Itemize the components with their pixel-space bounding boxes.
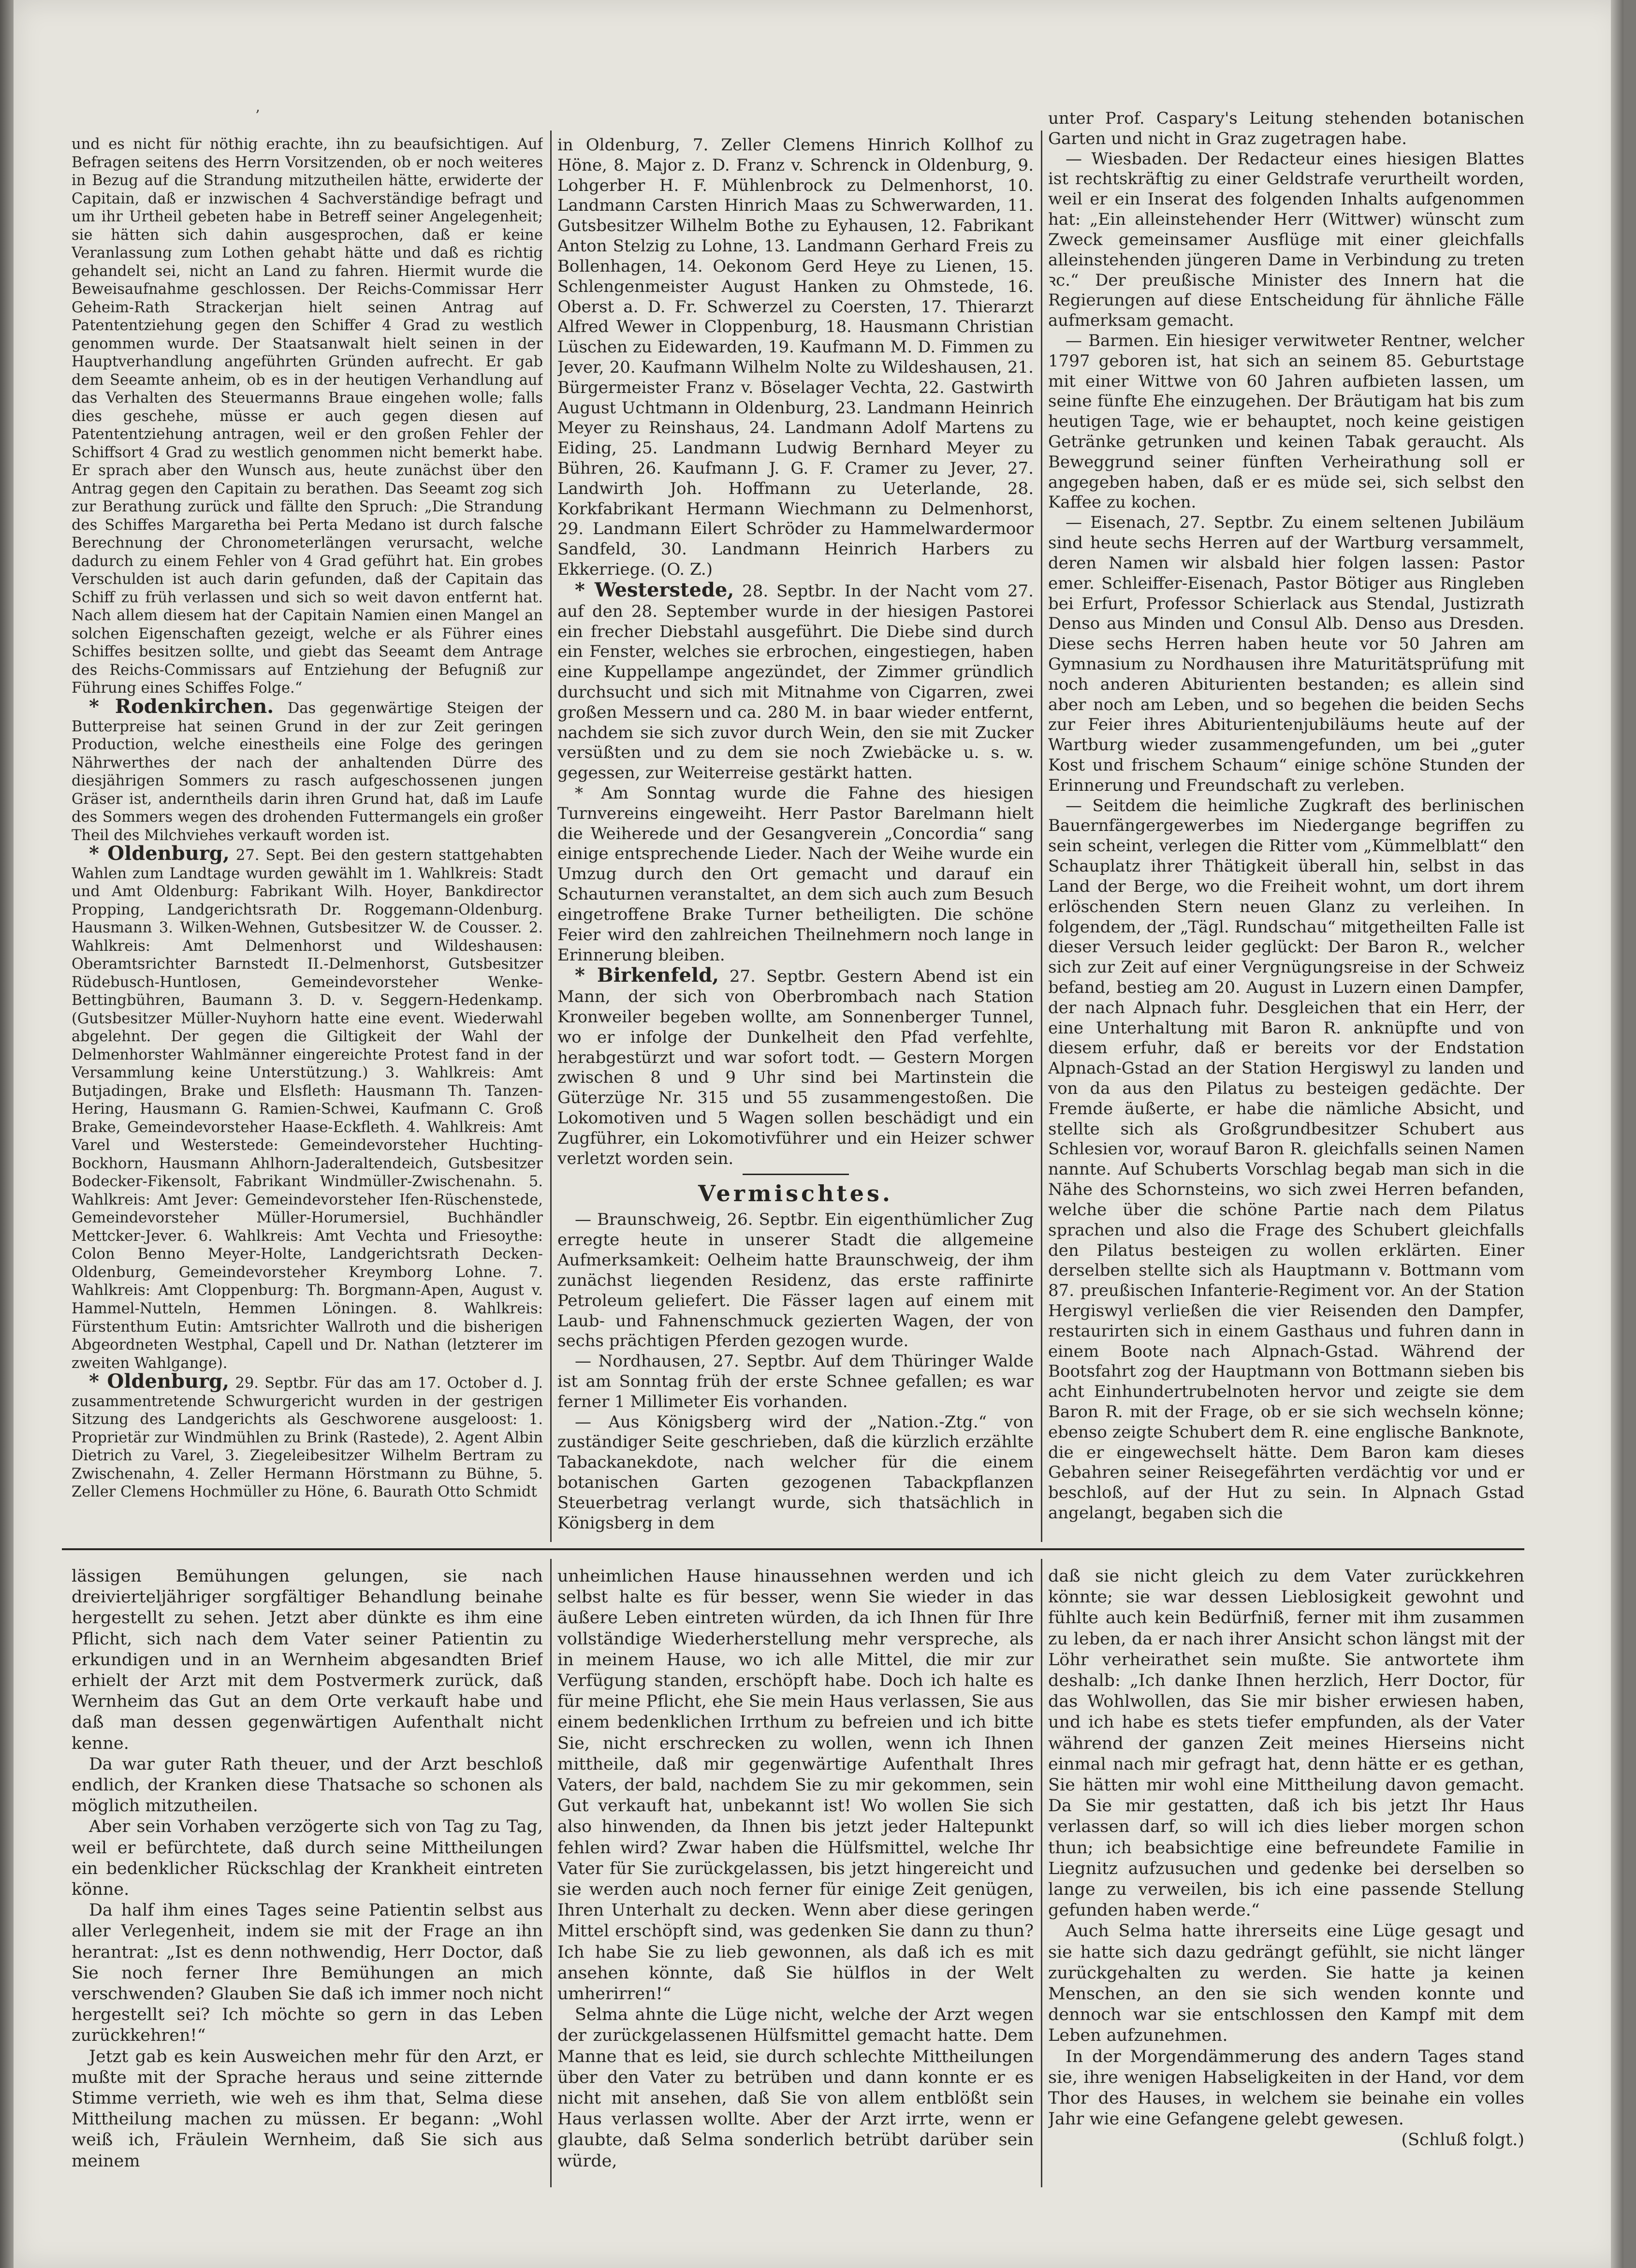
paragraph-text: Aber sein Vorhaben verzögerte sich von Tag zu Tag, weil er befürchtete, daß durch seine Mittheilungen ein bedenklicher Rückschlag der Krankheit eintreten könne. bbox=[72, 1817, 543, 1900]
article-paragraph bbox=[72, 1754, 543, 1817]
paragraph-text: — Aus Königsberg wird der „Nation.-Ztg.“ von zuständiger Seite geschrieben, daß die kürzlich erzählte Tabackanekdote, nach welcher für die einem botanischen Garten gezogenen Tabackpflanzen Steuerbetrag verlangt wurde, sich thatsächlich in Königsberg in dem bbox=[557, 1412, 1034, 1533]
lower-column-2 bbox=[557, 1566, 1034, 2185]
dateline-place: * Westerstede, bbox=[575, 578, 734, 601]
article-paragraph bbox=[1048, 109, 1524, 149]
lower-column-3 bbox=[1048, 1566, 1524, 2185]
dateline-place: * Oldenburg, bbox=[89, 1370, 230, 1393]
section-rule bbox=[743, 1174, 849, 1175]
paragraph-text: unheimlichen Hause hinaussehnen werden und ich selbst halte es für besser, wenn Sie wieder in das äußere Leben eintreten würden, da ich Ihnen für Ihre vollständige Wiederherstellung mehr verspreche, als in meinem Hause, wo ich alle Mittel, die mir zur Verfügung standen, erschöpft habe. Doch ich halte es für meine Pflicht, ehe Sie mein Haus verlassen, Sie aus einem bedenklichen Irrthum zu befreien und ich bitte Sie, nicht erschrecken zu wollen, wenn ich Ihnen mittheile, daß mir gegenwärtige Aufenthalt Ihres Vaters, der bald, nachdem Sie zu mir gekommen, sein Gut verkauft hat, unbekannt ist! Wo wollen Sie sich also hinwenden, da Ihnen bis jetzt jeder Haltepunkt fehlen wird? Zwar haben die Hülfsmittel, welche Ihr Vater für Sie zurückgelassen, bis jetzt hingereicht und sie werden auch noch ferner für einige Zeit genügen, Ihren Unterhalt zu decken. Wenn aber diese geringen Mittel erschöpft sind, was gedenken Sie dann zu thun? Ich habe Sie zu lieb gewonnen, als daß ich es mit ansehen könnte, daß Sie hülflos in der Welt umherirren!“ bbox=[557, 1567, 1034, 2004]
article-paragraph bbox=[1048, 2130, 1524, 2151]
paragraph-text: Da half ihm eines Tages seine Patientin selbst aus aller Verlegenheit, indem sie mit der Frage an ihn herantrat: „Ist es denn nothwendig, Herr Doctor, daß Sie noch ferner Ihre Bemühungen an mich verschwenden? Glauben Sie daß ich immer noch nicht hergestellt sei? Ich möchte so gern in das Leben zurückkehren!“ bbox=[72, 1901, 543, 2046]
article-paragraph bbox=[557, 1412, 1034, 1534]
paragraph-text: (Schluß folgt.) bbox=[1401, 2130, 1524, 2150]
page-edge bbox=[1611, 0, 1623, 2268]
dateline-place: * Birkenfeld, bbox=[575, 964, 719, 987]
article-paragraph bbox=[557, 580, 1034, 784]
article-paragraph bbox=[1048, 149, 1524, 331]
paragraph-text: In der Morgendämmerung des andern Tages stand sie, ihre wenigen Habseligkeiten in der Hand, vor dem Thor des Hauses, in welchem sie beinahe ein volles Jahr wie eine Gefangene gelebt gewesen. bbox=[1048, 2047, 1524, 2129]
dateline-place: * Rodenkirchen. bbox=[89, 695, 274, 718]
section-divider bbox=[62, 1548, 1524, 1550]
article-paragraph bbox=[557, 1352, 1034, 1412]
article-paragraph bbox=[557, 135, 1034, 580]
paragraph-text: — Barmen. Ein hiesiger verwitweter Rentner, welcher 1797 geboren ist, hat sich an seinem 85. Geburtstage mit einer Wittwe von 60 Jahren aufbieten lassen, um seine fünfte Ehe einzugehen. Der Bräutigam hat bis zum heutigen Tage, wie er behauptet, noch keine geistigen Getränke getrunken und keinen Tabak geraucht. Als Beweggrund seiner fünften Verheirathung soll er angegeben haben, daß er es müde sei, sich selbst den Kaffee zu kochen. bbox=[1048, 331, 1524, 512]
section-heading: Vermischtes. bbox=[698, 1180, 893, 1207]
article-paragraph bbox=[1048, 1921, 1524, 2046]
paragraph-text: unter Prof. Caspary's Leitung stehenden botanischen Garten und nicht in Graz zugetragen habe. bbox=[1048, 109, 1524, 148]
article-paragraph bbox=[557, 965, 1034, 1169]
paragraph-text: daß sie nicht gleich zu dem Vater zurückkehren könnte; sie war dessen Lieblosigkeit gewohnt und fühlte auch kein Bedürfniß, ferner mit ihm zusammen zu leben, da er nach ihrer Ansicht schon längst mit der Löhr verheirathet sein mußte. Sie antwortete ihm deshalb: „Ich danke Ihnen herzlich, Herr Doctor, für das Wohlwollen, das Sie mir bisher erwiesen haben, und ich habe es stets tiefer empfunden, als der Vater während der ganzen Zeit meines Hierseins nicht einmal nach mir gefragt hat, denn hätte er es gethan, Sie hätten mir wohl eine Mittheilung davon gemacht. Da Sie mir gestatten, daß ich bis jetzt Ihr Haus verlassen darf, so will ich dies lieber morgen schon thun; ich beabsichtige eine befreundete Familie in Liegnitz aufzusuchen und gedenke bei derselben so lange zu verweilen, bis ich eine passende Stellung gefunden haben werde.“ bbox=[1048, 1567, 1524, 1920]
paragraph-text: Da war guter Rath theuer, und der Arzt beschloß endlich, der Kranken diese Thatsache so schonen als möglich mitzutheilen. bbox=[72, 1754, 543, 1816]
upper-column-1 bbox=[72, 135, 543, 1537]
paragraph-text: Selma ahnte die Lüge nicht, welche der Arzt wegen der zurückgelassenen Hülfsmittel gemacht hatte. Dem Manne that es leid, sie durch schlechte Mittheilungen über den Vater zu betrüben und dann konnte er es nicht mit ansehen, daß Sie von allem entblößt sein Haus verlassen wollte. Aber der Arzt irrte, wenn er glaubte, daß Selma sonderlich betrübt darüber sein würde, bbox=[557, 2005, 1034, 2171]
upper-column-2 bbox=[557, 135, 1034, 1537]
article-paragraph bbox=[1048, 796, 1524, 1524]
article-paragraph bbox=[72, 1566, 543, 1754]
upper-column-3 bbox=[1048, 109, 1524, 1537]
paragraph-text: und es nicht für nöthig erachte, ihn zu beaufsichtigen. Auf Befragen seitens des Herrn Vorsitzenden, ob er noch weiteres in Bezug auf die Strandung mitzutheilen hätte, erwiderte der Capitain, daß er inzwischen 4 Sachverständige befragt und um ihr Urtheil gebeten habe in Betreff seiner Angelegenheit; sie hätten sich dahin ausgesprochen, daß er keine Veranlassung zum Lothen gehabt hätte und daß es richtig gehandelt sei, nicht an Land zu fahren. Hiermit wurde die Beweisaufnahme geschlossen. Der Reichs-Commissar Herr Geheim-Rath Strackerjan hielt seinen Antrag auf Patententziehung gegen den Schiffer 4 Grad zu westlich genommen wurde. Der Staatsanwalt hielt seinen in der Hauptverhandlung angeführten Gründen aufrecht. Er gab dem Seeamte anheim, ob es in der heutigen Verhandlung auf das Verhalten des Steuermanns Braue eingehen wolle; falls dies geschehe, müsse er auch gegen diesen auf Patententziehung antragen, weil er den großen Fehler der Schiffsort 4 Grad zu westlich genommen nicht bemerkt habe. Er sprach aber den Wunsch aus, heute zunächst über den Antrag gegen den Capitain zu berathen. Das Seeamt zog sich zur Berathung zurück und fällte den Spruch: „Die Strandung des Schiffes Margaretha bei Perta Medano ist durch falsche Berechnung der Chronometerlängen verursacht, welche dadurch zu einem Fehler von 4 Grad geführt hat. Ein grobes Verschulden ist auch darin gefunden, daß der Capitain das Schiff zu früh verlassen und sich so weit davon entfernt hat. Nach allem diesem hat der Capitain Namien einen Mangel an solchen Eigenschaften gezeigt, welche er als Führer eines Schiffes besitzen sollte, und giebt das Seeamt dem Antrage des Reichs-Commissars auf Entziehung der Befugniß zur Führung eines Schiffes Folge.“ bbox=[72, 136, 543, 697]
column-rule-upper-1 bbox=[550, 131, 552, 1542]
column-rule-lower-2 bbox=[1041, 1559, 1042, 2187]
paragraph-text: Das gegenwärtige Steigen der Butterpreise hat seinen Grund in der zur Zeit geringen Production, welche einestheils eine Folge des geringen Nährwerthes der nach der anhaltenden Dürre des diesjährigen Sommers zu rasch aufgeschossenen jungen Gräser ist, anderntheils darin ihren Grund hat, daß im Laufe des Sommers wegen des drohenden Futtermangels ein großer Theil des Milchviehes verkauft worden ist. bbox=[72, 699, 543, 844]
lower-column-1 bbox=[72, 1566, 543, 2185]
column-rule-lower-1 bbox=[550, 1559, 552, 2187]
article-paragraph bbox=[72, 695, 543, 844]
paragraph-text: * Am Sonntag wurde die Fahne des hiesigen Turnvereins eingeweiht. Herr Pastor Barelmann hielt die Weiherede und der Gesangverein „Concordia“ sang einige entsprechende Lieder. Nach der Weihe wurde ein Umzug durch den Ort gemacht und darauf ein Schauturnen veranstaltet, an dem sich auch zum Besuch eingetroffene Brake Turner betheiligten. Die schöne Feier wird den zahlreichen Theilnehmern noch lange in Erinnerung bleiben. bbox=[557, 784, 1034, 965]
article-paragraph bbox=[1048, 513, 1524, 796]
paragraph-text: — Eisenach, 27. Septbr. Zu einem seltenen Jubiläum sind heute sechs Herren auf der Wartburg versammelt, deren Namen wir alsbald hier folgen lassen: Pastor emer. Schleiffer-Eisenach, Pastor Bötiger aus Ringleben bei Erfurt, Professor Schierlack aus Stendal, Justizrath Denso aus Minden und Consul Alb. Denso aus Dresden. Diese sechs Herren haben heute vor 50 Jahren am Gymnasium zu Nordhausen ihre Maturitätsprüfung mit noch anderen Abiturienten bestanden; es allein sind aber noch am Leben, und so begehen die beiden Sechs zur Feier ihres Abiturientenjubiläums heute auf der Wartburg wieder zusammengefunden, um bei „guter Kost und frischem Schaum“ einige schöne Stunden der Erinnerung und Freundschaft zu verleben. bbox=[1048, 513, 1524, 795]
dateline-place: * Oldenburg, bbox=[89, 842, 230, 865]
paragraph-text: 28. Septbr. In der Nacht vom 27. auf den 28. September wurde in der hiesigen Pastorei ein frecher Diebstahl ausgeführt. Die Diebe sind durch ein Fenster, welches sie erbrochen, eingestiegen, haben eine Kuppellampe angezündet, der Zimmer gründlich durchsucht und sich mit Mitnahme von Cigarren, zwei großen Messern und ca. 280 M. in baar wieder entfernt, nachdem sie sich zuvor durch Wein, den sie mit Zucker versüßten und zu dem sie noch Zwiebäcke u. s. w. gegessen, zur Weiterreise gestärkt hatten. bbox=[557, 581, 1034, 783]
paragraph-text: 29. Septbr. Für das am 17. October d. J. zusammentretende Schwurgericht wurden in der gestrigen Sitzung des Landgerichts als Geschworene ausgeloost: 1. Proprietär zur Windmühlen zu Brink (Rastede), 2. Agent Albin Dietrich zu Varel, 3. Ziegeleibesitzer Wilhelm Bertram zu Zwischenahn, 4. Zeller Hermann Hörstmann zu Bühne, 5. Zeller Clemens Hochmüller zu Höne, 6. Baurath Otto Schmidt bbox=[72, 1375, 543, 1501]
margin-mark: ’ bbox=[255, 107, 260, 124]
article-paragraph bbox=[557, 1210, 1034, 1352]
paragraph-text: 27. Sept. Bei den gestern stattgehabten Wahlen zum Landtage wurden gewählt im 1. Wahlkreis: Stadt und Amt Oldenburg: Fabrikant Wilh. Hoyer, Bankdirector Propping, Landgerichtsrath Dr. Roggemann-Oldenburg. Hausmann 3. Wilken-Wehnen, Gutsbesitzer W. de Cousser. 2. Wahlkreis: Amt Delmenhorst und Wildeshausen: Oberamtsrichter Barnstedt II.-Delmenhorst, Gutsbesitzer Rüdebusch-Huntlosen, Gemeindevorsteher Wenke-Bettingbühren, Baumann 3. D. v. Seggern-Hedenkamp. (Gutsbesitzer Müller-Nuyhorn hatte eine event. Wiederwahl abgelehnt. Der gegen die Giltigkeit der Wahl der Delmenhorster Wahlmänner eingereichte Protest fand in der Versammlung keine Unterstützung.) 3. Wahlkreis: Amt Butjadingen, Brake und Elsfleth: Hausmann Th. Tanzen-Hering, Hausmann G. Ramien-Schwei, Kaufmann C. Groß Brake, Gemeindevorsteher Haase-Eckfleth. 4. Wahlkreis: Amt Varel und Westerstede: Gemeindevorsteher Huchting-Bockhorn, Hausmann Ahlhorn-Jaderaltendeich, Gutsbesitzer Bodecker-Fikensolt, Fabrikant Windmüller-Zwischenahn. 5. Wahlkreis: Amt Jever: Gemeindevorsteher Ifen-Rüschenstede, Gemeindevorsteher Müller-Horumersiel, Buchhändler Mettcker-Jever. 6. Wahlkreis: Amt Vechta und Friesoythe: Colon Benno Meyer-Holte, Landgerichtsrath Decken-Oldenburg, Gemeindevorsteher Kreymborg Lohne. 7. Wahlkreis: Amt Cloppenburg: Th. Borgmann-Apen, August v. Hammel-Nutteln, Hemmen Löningen. 8. Wahlkreis: Fürstenthum Eutin: Amtsrichter Wallroth und die bisherigen Abgeordneten Westphal, Capell und Dr. Nathan (letzterer im zweiten Wahlgange). bbox=[72, 847, 543, 1372]
paragraph-text: Jetzt gab es kein Ausweichen mehr für den Arzt, er mußte mit der Sprache heraus und seine zitternde Stimme verrieth, wie weh es ihm that, Selma diese Mittheilung machen zu müssen. Er begann: „Wohl weiß ich, Fräulein Wernheim, daß Sie sich aus meinem bbox=[72, 2047, 543, 2171]
article-paragraph bbox=[1048, 2047, 1524, 2130]
binding-shadow bbox=[0, 0, 14, 2268]
paragraph-text: lässigen Bemühungen gelungen, sie nach dreivierteljähriger sorgfältiger Behandlung beinahe hergestellt zu sehen. Jetzt aber dünkte es ihm eine Pflicht, sich nach dem Vater seiner Patientin zu erkundigen und in an Wernheim abgesandten Brief erhielt der Arzt mit dem Postvermerk zurück, daß Wernheim das Gut an dem Orte verkauft habe und daß man dessen gegenwärtigen Aufenthalt nicht kenne. bbox=[72, 1567, 543, 1753]
column-rule-upper-2 bbox=[1041, 131, 1042, 1542]
paragraph-text: — Wiesbaden. Der Redacteur eines hiesigen Blattes ist rechtskräftig zu einer Geldstrafe verurtheilt worden, weil er ein Inserat des folgenden Inhalts aufgenommen hat: „Ein alleinstehender Herr (Wittwer) wünscht zum Zweck gemeinsamer Ausflüge mit einer gleichfalls alleinstehenden jüngeren Dame in Verbindung zu treten ꝛc.“ Der preußische Minister des Innern hat die Regierungen auf diese Entscheidung für ähnliche Fälle aufmerksam gemacht. bbox=[1048, 149, 1524, 331]
article-paragraph bbox=[557, 2005, 1034, 2172]
paragraph-text: in Oldenburg, 7. Zeller Clemens Hinrich Kollhof zu Höne, 8. Major z. D. Franz v. Schrenck in Oldenburg, 9. Lohgerber H. F. Mühlenbrock zu Delmenhorst, 10. Landmann Carsten Hinrich Maas zu Schwerwarden, 11. Gutsbesitzer Wilhelm Bothe zu Eyhausen, 12. Fabrikant Anton Stelzig zu Lohne, 13. Landmann Gerhard Freis zu Bollenhagen, 14. Oekonom Gerd Heye zu Lienen, 15. Schlengenmeister August Hanken zu Ohmstede, 16. Oberst a. D. Fr. Schwerzel zu Coersten, 17. Thierarzt Alfred Wewer in Cloppenburg, 18. Hausmann Christian Lüschen zu Eidewarden, 19. Kaufmann M. D. Fimmen zu Jever, 20. Kaufmann Wilhelm Nolte zu Wildeshausen, 21. Bürgermeister Franz v. Böselager Vechta, 22. Gastwirth August Uchtmann in Oldenburg, 23. Landmann Heinrich Meyer zu Reinshaus, 24. Landmann Adolf Martens zu Eiding, 25. Landmann Ludwig Bernhard Meyer zu Bühren, 26. Kaufmann J. G. F. Cramer zu Jever, 27. Landwirth Joh. Hoffmann zu Ueterlande, 28. Korkfabrikant Hermann Wiechmann zu Delmenhorst, 29. Landmann Eilert Schröder zu Hammelwardermoor Sandfeld, 30. Landmann Heinrich Harbers zu Ekkerriege. (O. Z.) bbox=[557, 135, 1034, 580]
article-paragraph bbox=[72, 2047, 543, 2172]
article-paragraph bbox=[72, 1817, 543, 1900]
article-paragraph bbox=[72, 1900, 543, 2046]
article-paragraph bbox=[72, 135, 543, 698]
paragraph-text: 27. Septbr. Gestern Abend ist ein Mann, der sich von Oberbrombach nach Station Kronweiler begeben wollte, am Sonnenberger Tunnel, wo er infolge der Dunkelheit den Pfad verfehlte, herabgestürzt und war sofort todt. — Gestern Morgen zwischen 8 und 9 Uhr sind bei Martinstein die Güterzüge Nr. 315 und 55 zusammengestoßen. Die Lokomotiven und 5 Wagen sollen beschädigt und ein Zugführer, ein Lokomotivführer und ein Heizer schwer verletzt worden sein. bbox=[557, 967, 1034, 1168]
article-paragraph bbox=[72, 1372, 543, 1501]
paragraph-text: — Braunschweig, 26. Septbr. Ein eigenthümlicher Zug erregte heute in unserer Stadt die allgemeine Aufmerksamkeit: Oelheim hatte Braunschweig, der ihm zunächst liegenden Residenz, das erste raffinirte Petroleum geliefert. Die Fässer lagen auf einem mit Laub- und Fahnenschmuck gezierten Wagen, der von sechs prächtigen Pferden gezogen wurde. bbox=[557, 1210, 1034, 1351]
article-paragraph bbox=[557, 784, 1034, 965]
article-paragraph bbox=[1048, 1566, 1524, 1921]
paragraph-text: — Nordhausen, 27. Septbr. Auf dem Thüringer Walde ist am Sonntag früh der erste Schnee gefallen; es war ferner 1 Millimeter Eis vorhanden. bbox=[557, 1352, 1034, 1411]
paragraph-text: — Seitdem die heimliche Zugkraft des berlinischen Bauernfängergewerbes im Niedergange begriffen zu sein scheint, verlegen die Ritter vom „Kümmelblatt“ den Schauplatz ihrer Thätigkeit überall hin, selbst in das Land der Berge, wo die Freiheit wohnt, um dort ihrem erlöschenden Stern neuen Glanz zu verleihen. In folgendem, der „Tägl. Rundschau“ mitgetheilten Falle ist dieser Versuch leider geglückt: Der Baron R., welcher sich zur Zeit auf einer Vergnügungsreise in der Schweiz befand, bestieg am 20. August in Luzern einen Dampfer, der nach Alpnach fuhr. Desgleichen that ein Herr, der eine Unterhaltung mit Baron R. anknüpfte und von diesem erfuhr, daß er bereits vor der Endstation Alpnach-Gstad an der Station Hergiswyl zu landen und von da aus den Pilatus zu besteigen gedächte. Der Fremde äußerte, er habe die nämliche Absicht, und stellte sich als Großgrundbesitzer Schubert aus Schlesien vor, worauf Baron R. gleichfalls seinen Namen nannte. Auf Schuberts Vorschlag begab man sich in die Nähe des Schornsteins, wo sich zwei Herren befanden, welche über die schöne Partie nach dem Pilatus sprachen und also die Frage des Schubert gleichfalls den Pilatus besteigen zu wollen erklärten. Einer derselben stellte sich als Hauptmann v. Bottmann vom 87. preußischen Infanterie-Regiment vor. An der Station Hergiswyl verließen die vier Reisenden den Dampfer, restaurirten sich in einem Gasthaus und fuhren dann in einem Boote nach Alpnach-Gstad. Während der Bootsfahrt zog der Hauptmann von Bottmann sieben bis acht Einhundertrubelnoten hervor und zeigte sie dem Baron R. mit der Frage, ob er sie sich wechseln könne; ebenso zeigte Schubert dem R. eine englische Banknote, die er eingewechselt hätte. Dem Baron kam dieses Gebahren seiner Reisegefährten verdächtig vor und er beschloß, auf der Hut zu sein. In Alpnach Gstad angelangt, begaben sich die bbox=[1048, 796, 1524, 1523]
article-paragraph bbox=[557, 1566, 1034, 2005]
paragraph-text: Auch Selma hatte ihrerseits eine Lüge gesagt und sie hatte sich dazu gedrängt gefühlt, sie nicht länger zurückgehalten zu werden. Sie hatte ja keinen Menschen, an den sie sich wenden konnte und dennoch war sie entschlossen den Kampf mit dem Leben aufzunehmen. bbox=[1048, 1921, 1524, 2046]
article-paragraph bbox=[72, 844, 543, 1372]
newspaper-page bbox=[14, 0, 1623, 2268]
article-paragraph bbox=[1048, 331, 1524, 513]
